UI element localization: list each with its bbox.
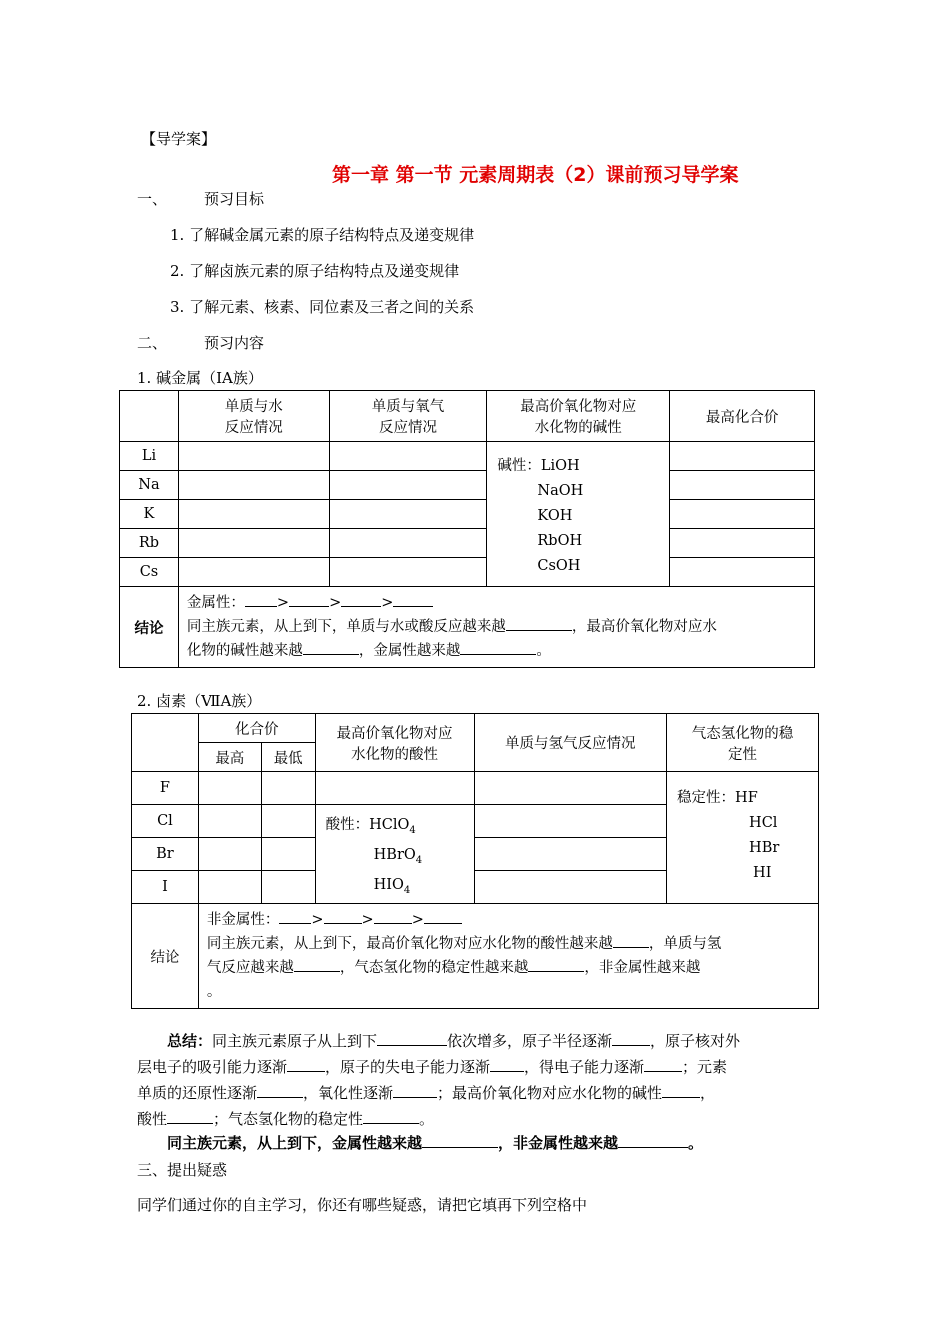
header-hydrogen: 单质与氢气反应情况 xyxy=(474,714,667,772)
answer-cell[interactable] xyxy=(474,805,667,838)
answer-cell[interactable] xyxy=(261,772,315,805)
answer-cell[interactable] xyxy=(329,442,487,471)
element-li: Li xyxy=(120,442,179,471)
hydroxide: LiOH xyxy=(540,458,580,474)
header-valence: 最高化合价 xyxy=(670,391,815,442)
header-stability: 气态氢化物的稳 定性 xyxy=(667,714,819,772)
element-br: Br xyxy=(132,838,199,871)
section3-label: 三、提出疑惑 xyxy=(137,1161,228,1179)
acid: $HIO_4$ xyxy=(373,876,411,896)
header-acidity: 最高价氧化物对应 水化物的酸性 xyxy=(315,714,474,772)
answer-cell[interactable] xyxy=(261,838,315,871)
answer-cell[interactable] xyxy=(198,871,261,904)
stability-label: 稳定性： xyxy=(677,790,736,806)
section1-label: 预习目标 xyxy=(204,190,265,208)
goal-3: 3. 了解元素、核素、同位素及三者之间的关系 xyxy=(170,298,475,316)
section2-num: 二、 xyxy=(137,334,168,352)
hydroxide: NaOH xyxy=(537,483,584,499)
hydroxide: KOH xyxy=(537,508,573,524)
answer-cell[interactable] xyxy=(198,838,261,871)
alkali-conclusion: 金属性： > > > 同主族元素，从上到下，单质与水或酸反应越来越 ，最高价氧化物对应水 化物的碱性越来越 ，金属性越来越 。 xyxy=(178,587,814,668)
halogen-conclusion: 非金属性： > > > 同主族元素，从上到下，最高价氧化物对应水化物的酸性越来越 ，单质与氢 气反应越来越 ，气态氢化物的稳定性越来越 ，非金属性越来越 。 xyxy=(198,904,818,1009)
summary-bold-line: 同主族元素，从上到下，金属性越来越 ，非金属性越来越 。 xyxy=(167,1134,704,1152)
section1-num: 一、 xyxy=(137,190,168,208)
summary-paragraph: 总结：同主族元素原子从上到下 依次增多，原子半径逐渐 ，原子核对外 层电子的吸引能力逐渐 ，原子的失电子能力逐渐 ，得电子能力逐渐 ；元素 单质的还原性逐渐 ，氧化性逐渐 ；最高价氧化物对应水化物的碱性 ， 酸性 ；气态氢化物的稳定性 。 xyxy=(137,1032,741,1128)
conclusion-label: 结论 xyxy=(120,587,179,668)
element-na: Na xyxy=(120,471,179,500)
answer-cell[interactable] xyxy=(670,529,815,558)
answer-cell[interactable] xyxy=(670,471,815,500)
answer-cell[interactable] xyxy=(670,442,815,471)
answer-cell[interactable] xyxy=(329,471,487,500)
header-water: 单质与水 反应情况 xyxy=(178,391,329,442)
closing-text: 同学们通过你的自主学习，你还有哪些疑惑，请把它填再下列空格中 xyxy=(137,1196,588,1214)
acidity-cell xyxy=(315,805,474,904)
answer-cell[interactable] xyxy=(178,471,329,500)
alkali-heading: 1. 碱金属（ⅠA族） xyxy=(137,369,263,387)
element-k: K xyxy=(120,500,179,529)
header-valence: 化合价 xyxy=(198,714,315,743)
acid-label: 酸性： xyxy=(325,817,370,833)
answer-cell[interactable] xyxy=(329,500,487,529)
halogen-heading: 2. 卤素（ⅦA族） xyxy=(137,692,262,710)
answer-cell[interactable] xyxy=(474,838,667,871)
hydride: HI xyxy=(753,865,772,881)
element-f: F xyxy=(132,772,199,805)
hydride: HCl xyxy=(749,815,778,831)
header-min: 最低 xyxy=(261,743,315,772)
goal-1: 1. 了解碱金属元素的原子结构特点及递变规律 xyxy=(170,226,475,244)
halogen-table xyxy=(131,713,819,1009)
stability-cell xyxy=(667,772,819,904)
section2-label: 预习内容 xyxy=(204,334,265,352)
header-tag: 【导学案】 xyxy=(141,130,217,148)
answer-cell[interactable] xyxy=(670,500,815,529)
basicity-label: 碱性： xyxy=(497,458,541,474)
answer-cell[interactable] xyxy=(178,500,329,529)
answer-cell[interactable] xyxy=(670,558,815,587)
hydroxide: RbOH xyxy=(537,533,583,549)
header-oxygen: 单质与氧气 反应情况 xyxy=(329,391,487,442)
answer-cell[interactable] xyxy=(474,772,667,805)
element-cl: Cl xyxy=(132,805,199,838)
answer-cell[interactable] xyxy=(178,529,329,558)
hydride: HF xyxy=(735,790,758,806)
answer-cell[interactable] xyxy=(261,871,315,904)
goal-2: 2. 了解卤族元素的原子结构特点及递变规律 xyxy=(170,262,460,280)
basicity-cell xyxy=(487,442,670,587)
element-rb: Rb xyxy=(120,529,179,558)
acid: HBrO$_4$ xyxy=(373,846,423,866)
alkali-table xyxy=(119,390,815,668)
corner-cell xyxy=(120,391,179,442)
header-max: 最高 xyxy=(198,743,261,772)
answer-cell[interactable] xyxy=(178,558,329,587)
conclusion-label: 结论 xyxy=(132,904,199,1009)
answer-cell[interactable] xyxy=(261,805,315,838)
hydride: HBr xyxy=(749,840,780,856)
answer-cell[interactable] xyxy=(315,772,474,805)
page-title: 第一章 第一节 元素周期表（2）课前预习导学案 xyxy=(332,164,739,186)
answer-cell[interactable] xyxy=(178,442,329,471)
corner-cell xyxy=(132,714,199,772)
acid: HClO$_4$ xyxy=(369,817,416,836)
answer-cell[interactable] xyxy=(329,558,487,587)
answer-cell[interactable] xyxy=(198,805,261,838)
element-i: I xyxy=(132,871,199,904)
header-basicity: 最高价氧化物对应 水化物的碱性 xyxy=(487,391,670,442)
answer-cell[interactable] xyxy=(474,871,667,904)
answer-cell[interactable] xyxy=(198,772,261,805)
element-cs: Cs xyxy=(120,558,179,587)
hydroxide: CsOH xyxy=(537,558,581,574)
answer-cell[interactable] xyxy=(329,529,487,558)
